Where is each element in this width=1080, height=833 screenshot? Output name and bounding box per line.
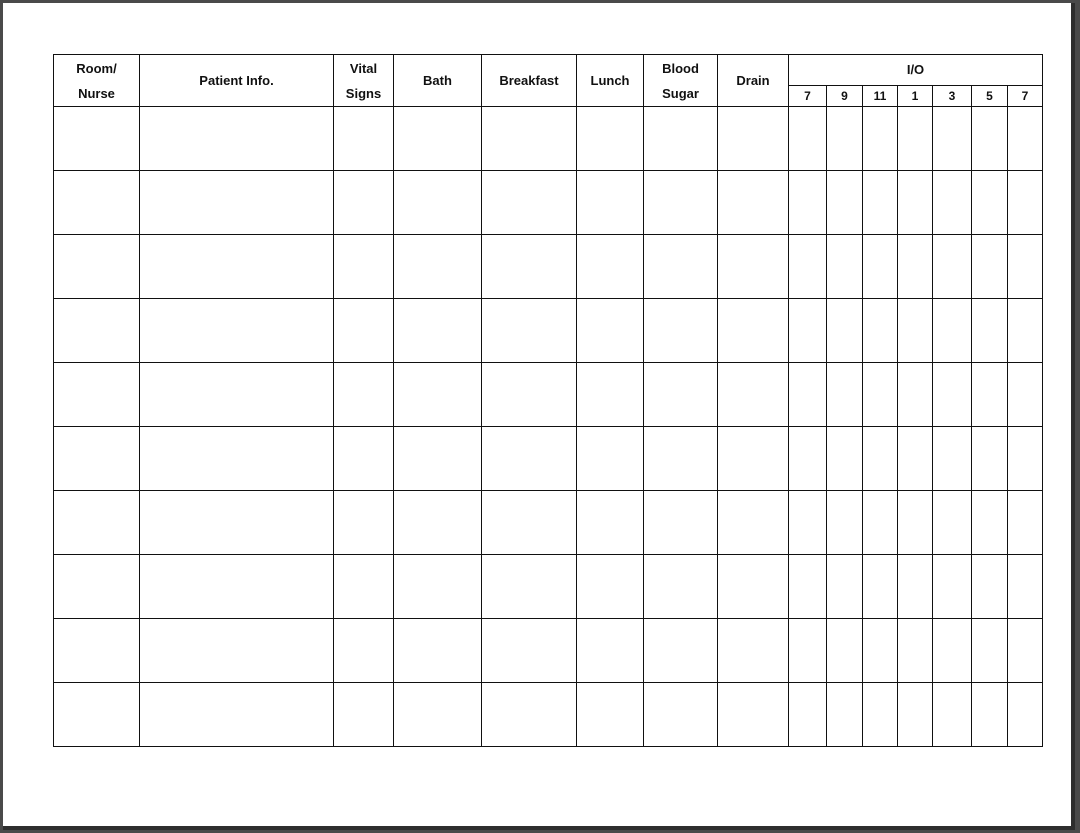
table-cell — [1008, 107, 1043, 171]
drain-header: Drain — [718, 55, 789, 107]
table-cell — [644, 363, 718, 427]
table-row — [54, 171, 1043, 235]
table-cell — [577, 299, 644, 363]
table-cell — [644, 683, 718, 747]
table-cell — [863, 107, 898, 171]
table-cell — [54, 363, 140, 427]
io-time-header: 3 — [933, 86, 972, 107]
table-cell — [789, 619, 827, 683]
table-cell — [394, 427, 482, 491]
table-cell — [789, 235, 827, 299]
table-cell — [644, 171, 718, 235]
table-cell — [933, 683, 972, 747]
table-cell — [827, 171, 863, 235]
table-cell — [972, 555, 1008, 619]
table-cell — [863, 235, 898, 299]
table-cell — [644, 619, 718, 683]
table-cell — [140, 171, 334, 235]
table-cell — [482, 299, 577, 363]
table-cell — [972, 171, 1008, 235]
table-cell — [827, 107, 863, 171]
table-row — [54, 555, 1043, 619]
io-time-header: 11 — [863, 86, 898, 107]
table-cell — [898, 299, 933, 363]
table-cell — [972, 363, 1008, 427]
table-cell — [789, 683, 827, 747]
table-cell — [577, 107, 644, 171]
io-time-header: 7 — [1008, 86, 1043, 107]
table-cell — [718, 427, 789, 491]
table-cell — [898, 427, 933, 491]
table-cell — [789, 363, 827, 427]
table-cell — [933, 491, 972, 555]
table-cell — [577, 171, 644, 235]
table-cell — [334, 491, 394, 555]
table-row — [54, 427, 1043, 491]
table-cell — [482, 235, 577, 299]
table-cell — [140, 363, 334, 427]
table-cell — [394, 683, 482, 747]
table-cell — [827, 555, 863, 619]
table-cell — [933, 107, 972, 171]
table-cell — [933, 363, 972, 427]
table-cell — [827, 619, 863, 683]
room-nurse-header-line-2: Nurse — [78, 85, 115, 101]
table-cell — [54, 427, 140, 491]
table-cell — [644, 235, 718, 299]
table-cell — [863, 171, 898, 235]
table-row — [54, 107, 1043, 171]
table-cell — [54, 555, 140, 619]
sheet-body — [54, 107, 1043, 747]
table-cell — [789, 171, 827, 235]
table-cell — [334, 683, 394, 747]
table-cell — [898, 619, 933, 683]
table-cell — [898, 171, 933, 235]
table-cell — [577, 683, 644, 747]
table-cell — [644, 427, 718, 491]
table-cell — [54, 171, 140, 235]
table-cell — [482, 683, 577, 747]
table-cell — [1008, 299, 1043, 363]
table-cell — [972, 299, 1008, 363]
table-cell — [482, 171, 577, 235]
table-cell — [394, 363, 482, 427]
table-cell — [898, 683, 933, 747]
table-cell — [972, 491, 1008, 555]
table-cell — [933, 299, 972, 363]
table-cell — [1008, 363, 1043, 427]
table-cell — [394, 107, 482, 171]
table-cell — [1008, 619, 1043, 683]
table-cell — [334, 619, 394, 683]
table-cell — [394, 235, 482, 299]
table-cell — [482, 427, 577, 491]
table-cell — [54, 491, 140, 555]
table-cell — [482, 619, 577, 683]
vital-signs-header-line-1: Vital — [349, 60, 378, 76]
table-cell — [54, 683, 140, 747]
table-cell — [577, 619, 644, 683]
table-cell — [1008, 427, 1043, 491]
table-cell — [577, 555, 644, 619]
table-cell — [334, 427, 394, 491]
table-cell — [482, 107, 577, 171]
table-cell — [1008, 555, 1043, 619]
table-row — [54, 491, 1043, 555]
table-cell — [394, 171, 482, 235]
table-cell — [898, 107, 933, 171]
table-cell — [718, 107, 789, 171]
table-row — [54, 683, 1043, 747]
table-cell — [933, 235, 972, 299]
table-cell — [933, 619, 972, 683]
table-cell — [789, 491, 827, 555]
table-cell — [789, 555, 827, 619]
table-cell — [140, 683, 334, 747]
table-cell — [827, 427, 863, 491]
table-cell — [972, 427, 1008, 491]
table-cell — [140, 235, 334, 299]
table-cell — [577, 427, 644, 491]
table-cell — [933, 555, 972, 619]
table-cell — [394, 491, 482, 555]
table-cell — [863, 555, 898, 619]
table-cell — [644, 107, 718, 171]
table-cell — [718, 171, 789, 235]
table-cell — [482, 363, 577, 427]
vital-signs-header-line-2: Signs — [345, 85, 382, 101]
table-cell — [140, 299, 334, 363]
table-cell — [394, 619, 482, 683]
table-row — [54, 299, 1043, 363]
io-time-header: 5 — [972, 86, 1008, 107]
table-cell — [863, 619, 898, 683]
table-cell — [644, 491, 718, 555]
table-cell — [718, 363, 789, 427]
table-cell — [54, 619, 140, 683]
table-row — [54, 235, 1043, 299]
table-cell — [933, 427, 972, 491]
table-cell — [827, 491, 863, 555]
blood-sugar-header-line-1: Blood — [662, 60, 699, 76]
table-cell — [933, 171, 972, 235]
table-cell — [898, 363, 933, 427]
table-cell — [898, 491, 933, 555]
table-cell — [718, 491, 789, 555]
table-cell — [334, 171, 394, 235]
table-cell — [577, 235, 644, 299]
table-cell — [140, 427, 334, 491]
table-cell — [140, 619, 334, 683]
table-row — [54, 363, 1043, 427]
table-cell — [644, 299, 718, 363]
table-cell — [789, 299, 827, 363]
blood-sugar-header-line-2: Sugar — [662, 85, 699, 101]
table-cell — [789, 107, 827, 171]
bath-header: Bath — [394, 55, 482, 107]
table-cell — [644, 555, 718, 619]
room-nurse-header — [54, 55, 140, 107]
table-cell — [1008, 491, 1043, 555]
table-cell — [898, 235, 933, 299]
table-cell — [972, 619, 1008, 683]
table-cell — [789, 427, 827, 491]
table-cell — [827, 235, 863, 299]
table-cell — [394, 555, 482, 619]
breakfast-header: Breakfast — [482, 55, 577, 107]
table-cell — [482, 491, 577, 555]
room-nurse-header-line-1: Room/ — [76, 60, 117, 76]
table-cell — [334, 363, 394, 427]
patient-info-header: Patient Info. — [140, 55, 334, 107]
header-row — [54, 55, 1043, 86]
io-time-header: 1 — [898, 86, 933, 107]
io-time-header: 7 — [789, 86, 827, 107]
table-cell — [1008, 235, 1043, 299]
table-cell — [334, 107, 394, 171]
table-cell — [54, 235, 140, 299]
table-cell — [827, 299, 863, 363]
table-cell — [898, 555, 933, 619]
table-cell — [577, 363, 644, 427]
table-row — [54, 619, 1043, 683]
document-page — [3, 3, 1075, 830]
table-cell — [863, 299, 898, 363]
table-cell — [334, 555, 394, 619]
table-cell — [1008, 683, 1043, 747]
table-cell — [863, 491, 898, 555]
table-cell — [718, 235, 789, 299]
table-cell — [482, 555, 577, 619]
table-cell — [718, 555, 789, 619]
blood-sugar-header — [644, 55, 718, 107]
table-cell — [863, 363, 898, 427]
table-cell — [334, 299, 394, 363]
patient-care-sheet — [53, 54, 1043, 747]
table-cell — [718, 619, 789, 683]
table-cell — [718, 683, 789, 747]
lunch-header: Lunch — [577, 55, 644, 107]
table-cell — [863, 683, 898, 747]
table-cell — [827, 683, 863, 747]
table-cell — [972, 107, 1008, 171]
table-cell — [863, 427, 898, 491]
table-cell — [972, 235, 1008, 299]
table-cell — [394, 299, 482, 363]
table-cell — [140, 107, 334, 171]
table-cell — [334, 235, 394, 299]
table-cell — [1008, 171, 1043, 235]
table-cell — [577, 491, 644, 555]
io-header: I/O — [789, 55, 1043, 86]
table-cell — [718, 299, 789, 363]
vital-signs-header — [334, 55, 394, 107]
table-cell — [54, 107, 140, 171]
table-cell — [140, 491, 334, 555]
table-cell — [140, 555, 334, 619]
io-time-header: 9 — [827, 86, 863, 107]
table-cell — [972, 683, 1008, 747]
table-cell — [54, 299, 140, 363]
table-cell — [827, 363, 863, 427]
